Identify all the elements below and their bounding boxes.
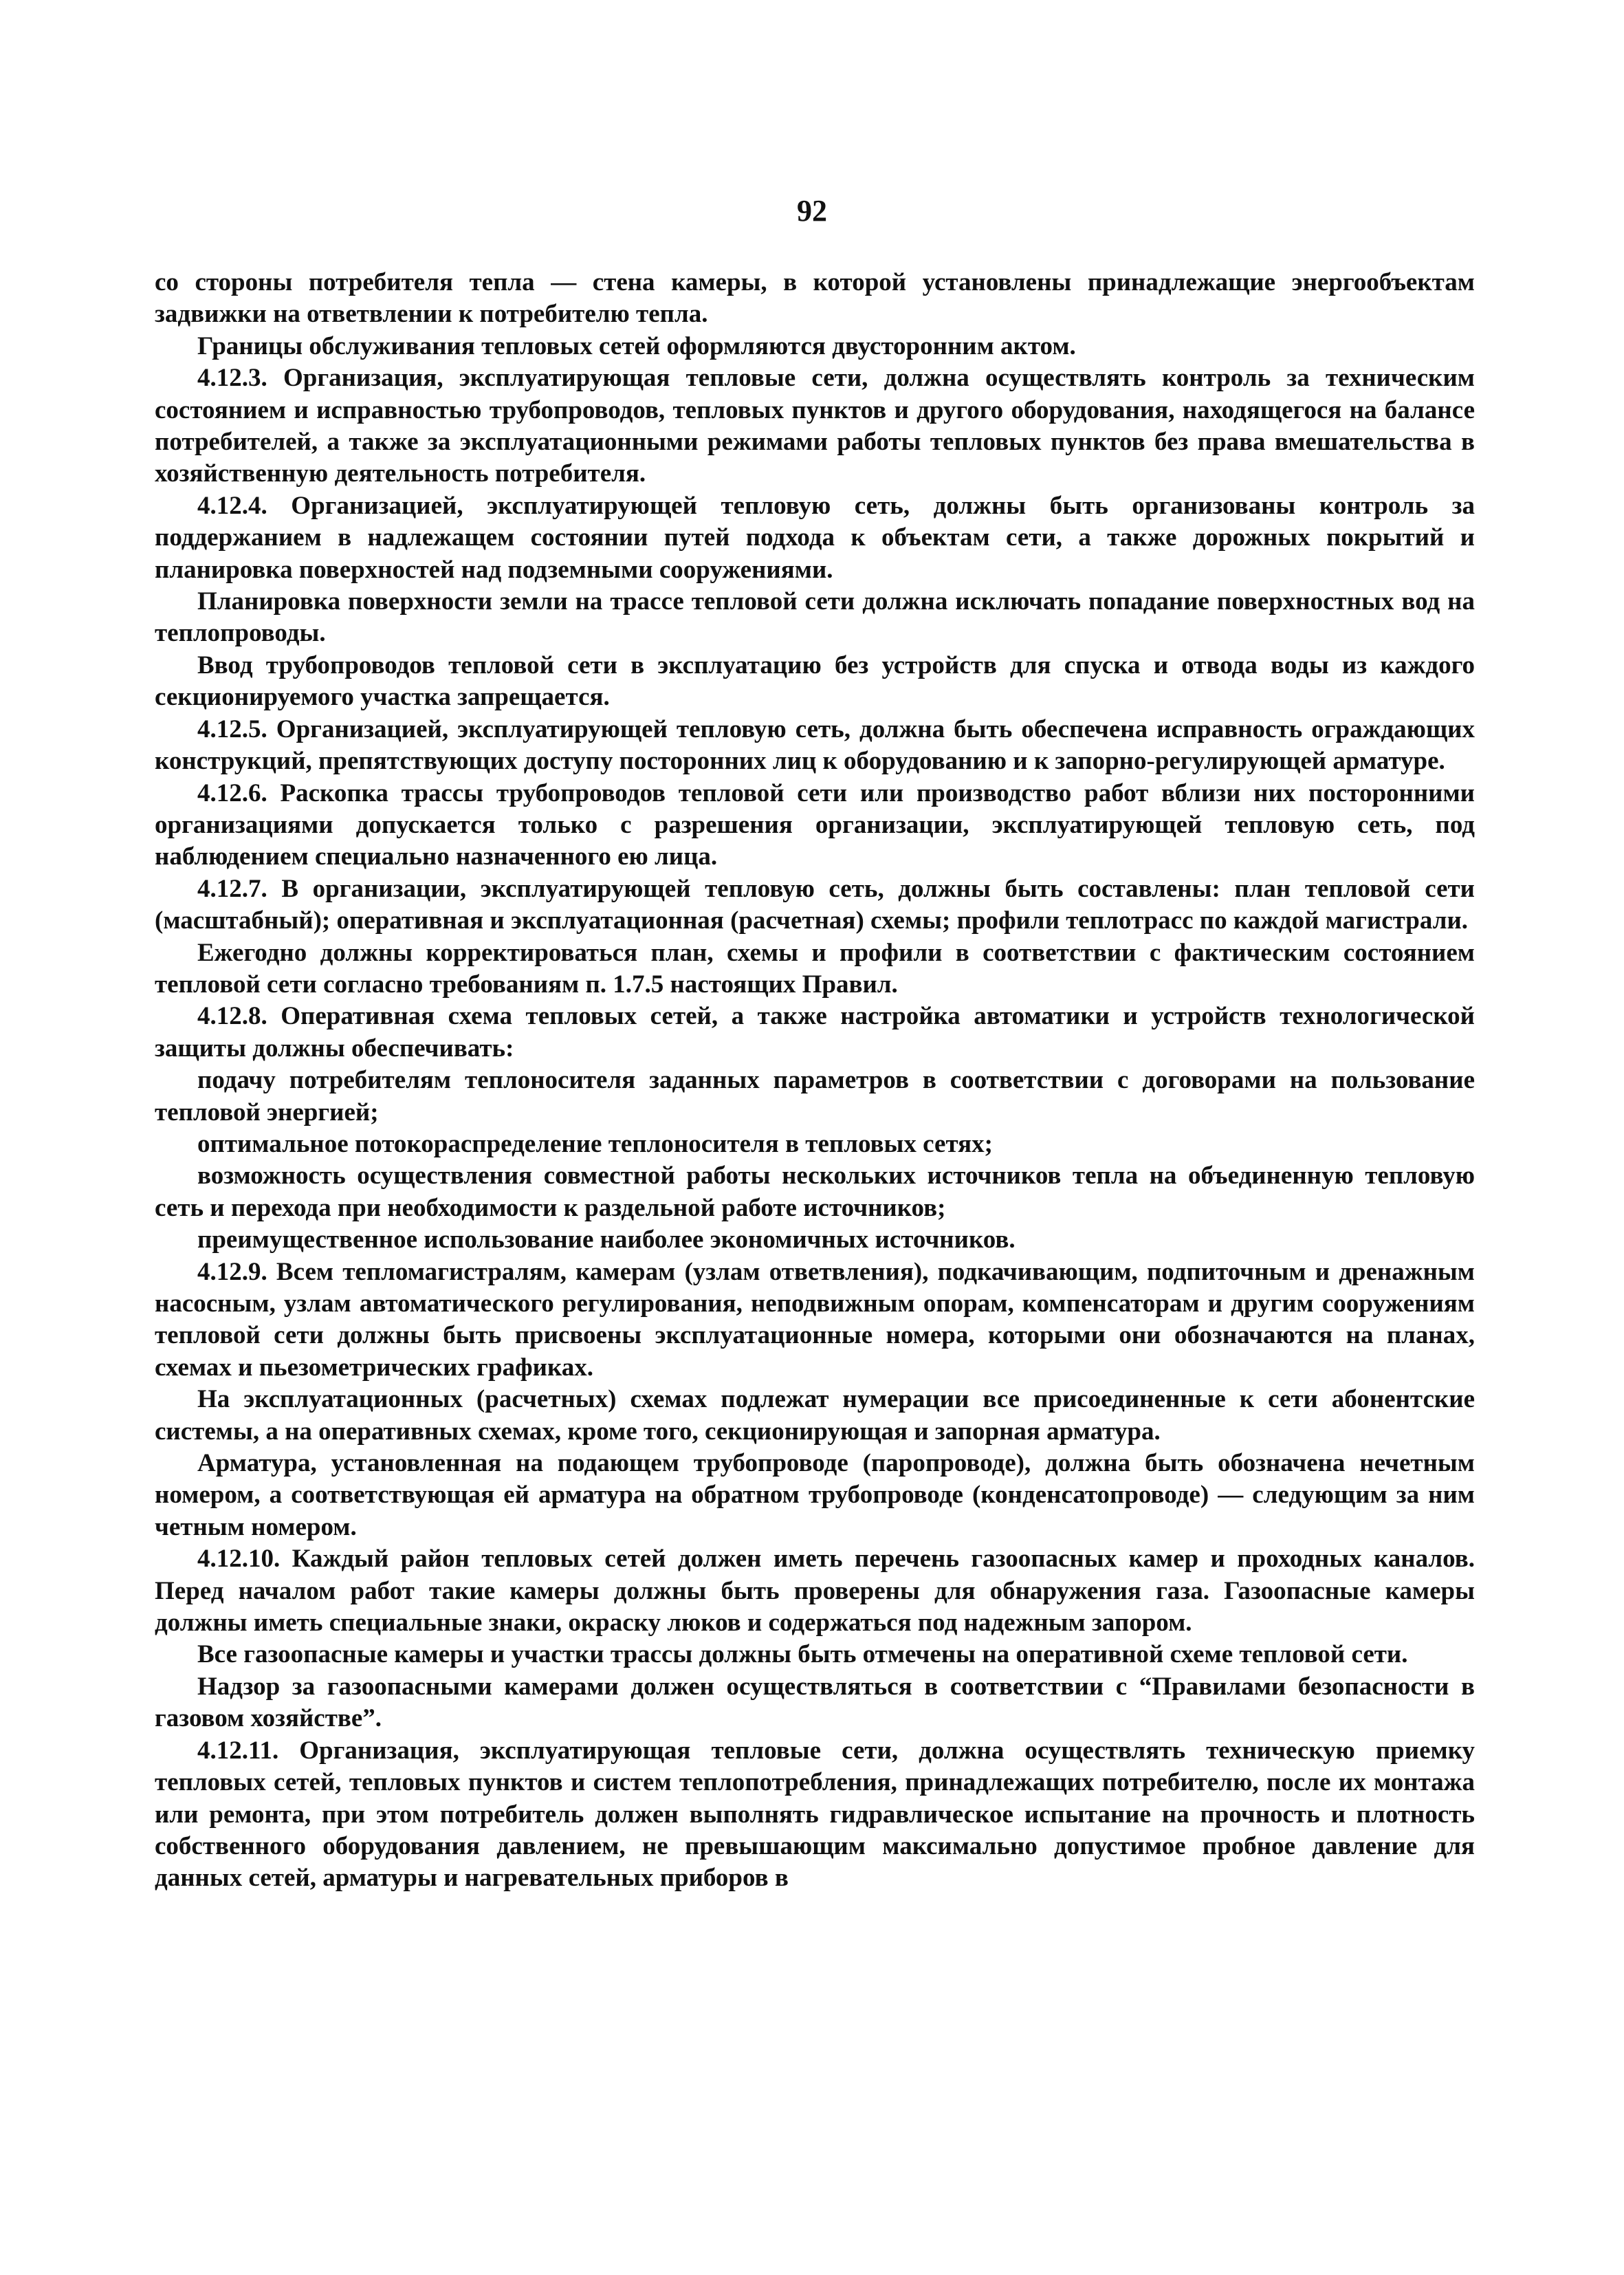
paragraph: Арматура, установленная на подающем трубопроводе (паропроводе), должна быть обозначена нечетным номером, а соответствующая ей арматура на обратном трубопроводе (конденсатопроводе) — следующим за ним четным номером. <box>155 1449 1475 1541</box>
paragraph: 4.12.6. Раскопка трассы трубопроводов тепловой сети или производство работ вблизи них посторонними организациями допускается только с разрешения организации, эксплуатирующей тепловую сеть, под наблюдением специально назначенного ею лица. <box>155 779 1475 871</box>
paragraph: возможность осуществления совместной работы нескольких источников тепла на объединенную тепловую сеть и перехода при необходимости к раздельной работе источников; <box>155 1162 1475 1222</box>
paragraph: Надзор за газоопасными камерами должен осуществляться в соответствии с “Правилами безопасности в газовом хозяйстве”. <box>155 1672 1475 1733</box>
paragraph: 4.12.11. Организация, эксплуатирующая тепловые сети, должна осуществлять техническую приемку тепловых сетей, тепловых пунктов и систем теплопотребления, принадлежащих потребителю, после их монтажа или ремонта, при этом потребитель должен выполнять гидравлическое испытание на прочность и плотность собственного оборудования давлением, не превышающим максимально допустимое пробное давление для данных сетей, арматуры и нагревательных приборов в <box>155 1736 1475 1893</box>
paragraph: Границы обслуживания тепловых сетей оформляются двусторонним актом. <box>197 331 1076 360</box>
paragraph: преимущественное использование наиболее экономичных источников. <box>197 1226 1016 1254</box>
paragraph: 4.12.8. Оперативная схема тепловых сетей, а также настройка автоматики и устройств технологической защиты должны обеспечивать: <box>155 1002 1475 1063</box>
paragraph: 4.12.4. Организацией, эксплуатирующей тепловую сеть, должны быть организованы контроль за поддержанием в надлежащем состоянии путей подхода к объектам сети, а также дорожных покрытий и планировка поверхностей над подземными сооружениями. <box>155 491 1475 584</box>
paragraph: Все газоопасные камеры и участки трассы должны быть отмечены на оперативной схеме тепловой сети. <box>197 1640 1408 1669</box>
paragraph: 4.12.9. Всем тепломагистралям, камерам (узлам ответвления), подкачивающим, подпиточным и дренажным насосным, узлам автоматического регулирования, неподвижным опорам, компенсаторам и другим сооружениям тепловой сети должны быть присвоены эксплуатационные номера, которыми они обозначаются на планах, схемах и пьезометрических графиках. <box>155 1257 1475 1382</box>
paragraph: Ежегодно должны корректироваться план, схемы и профили в соответствии с фактическим состоянием тепловой сети согласно требованиям п. 1.7.5 настоящих Правил. <box>155 938 1475 999</box>
text-body <box>155 267 1475 1895</box>
paragraph: 4.12.7. В организации, эксплуатирующей тепловую сеть, должны быть составлены: план тепловой сети (масштабный); оперативная и эксплуатационная (расчетная) схемы; профили теплотрасс по каждой магистрали. <box>155 874 1475 935</box>
paragraph: Ввод трубопроводов тепловой сети в эксплуатацию без устройств для спуска и отвода воды из каждого секционируемого участка запрещается. <box>155 651 1475 712</box>
paragraph: подачу потребителям теплоносителя заданных параметров в соответствии с договорами на пользование тепловой энергией; <box>155 1066 1475 1126</box>
paragraph: На эксплуатационных (расчетных) схемах подлежат нумерации все присоединенные к сети абонентские системы, а на оперативных схемах, кроме того, секционирующая и запорная арматура. <box>155 1385 1475 1446</box>
paragraph: 4.12.5. Организацией, эксплуатирующей тепловую сеть, должна быть обеспечена исправность ограждающих конструкций, препятствующих доступу посторонних лиц к оборудованию и к запорно-регулирующей арматуре. <box>155 715 1475 776</box>
paragraph: 4.12.10. Каждый район тепловых сетей должен иметь перечень газоопасных камер и проходных каналов. Перед началом работ такие камеры должны быть проверены для обнаружения газа. Газоопасные камеры должны иметь специальные знаки, окраску люков и содержаться под надежным запором. <box>155 1545 1475 1637</box>
paragraph: 4.12.3. Организация, эксплуатирующая тепловые сети, должна осуществлять контроль за техническим состоянием и исправностью трубопроводов, тепловых пунктов и другого оборудования, находящегося на балансе потребителей, а также за эксплуатационными режимами работы тепловых пунктов без права вмешательства в хозяйственную деятельность потребителя. <box>155 364 1475 488</box>
paragraph: Планировка поверхности земли на трассе тепловой сети должна исключать попадание поверхностных вод на теплопроводы. <box>155 587 1475 648</box>
paragraph: со стороны потребителя тепла — стена камеры, в которой установлены принадлежащие энергообъектам задвижки на ответвлении к потребителю тепла. <box>155 268 1475 329</box>
paragraph: оптимальное потокораспределение теплоносителя в тепловых сетях; <box>197 1129 993 1158</box>
page-number: 92 <box>797 194 827 228</box>
